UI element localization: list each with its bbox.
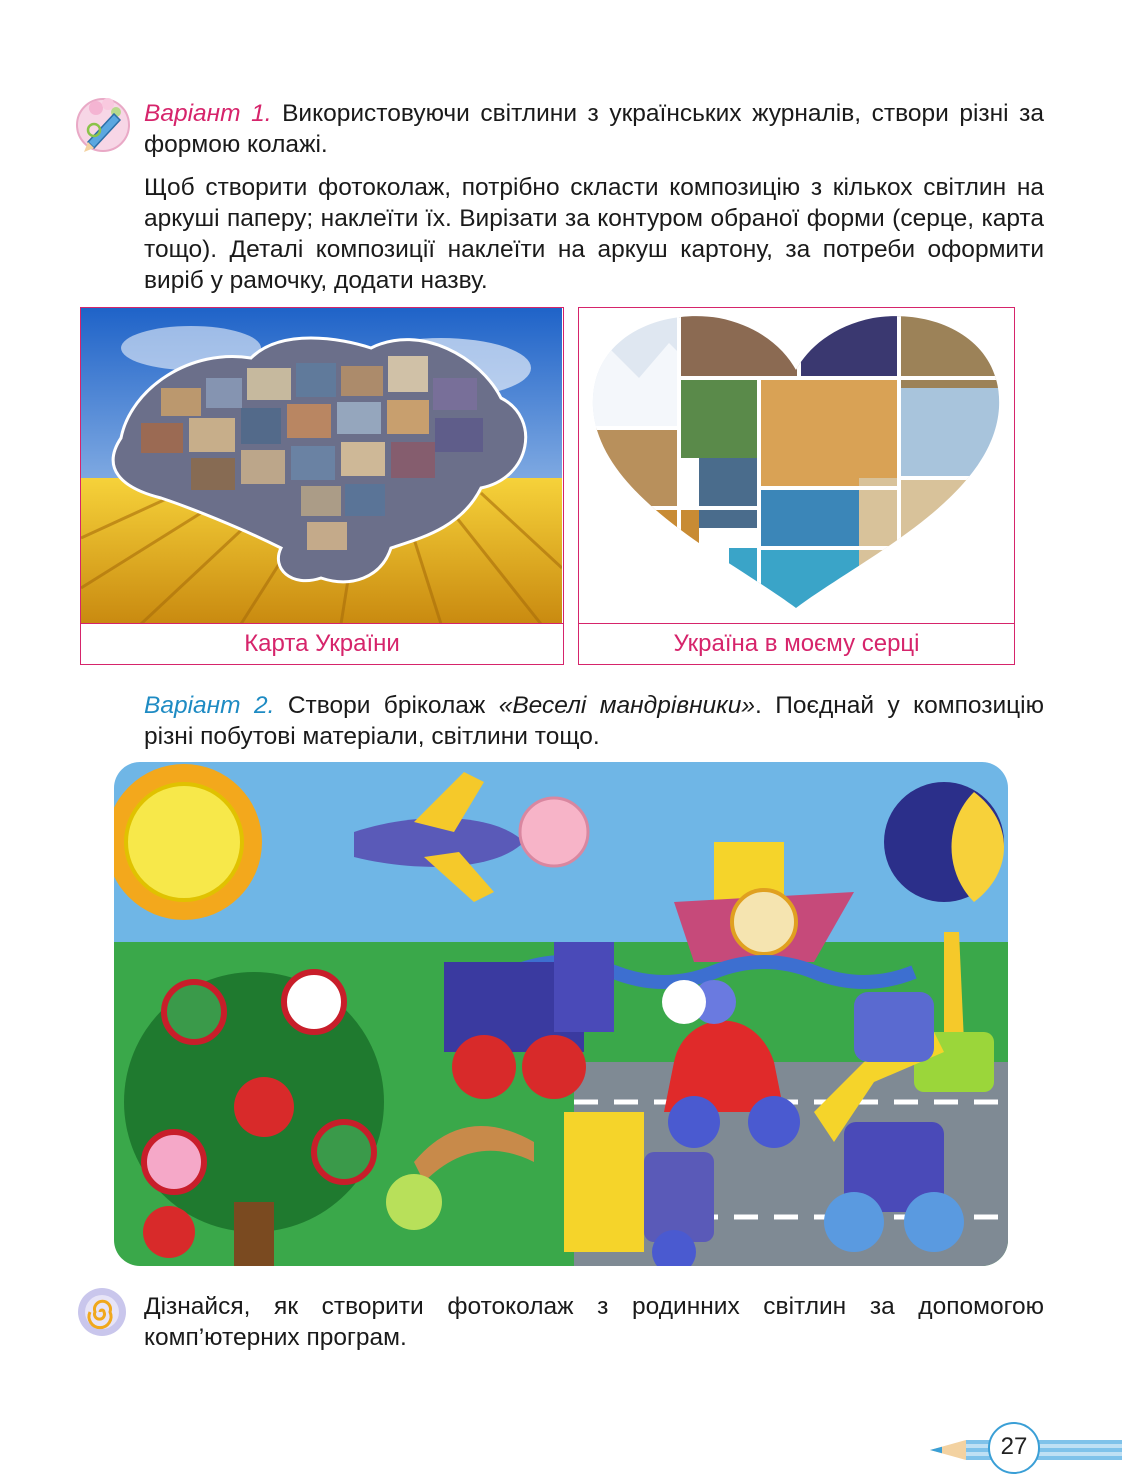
spiral-icon [76, 1286, 128, 1338]
photo-ukraine-map [80, 307, 564, 665]
heart-collage-image [579, 308, 1013, 624]
variant2-text-after: . Поєднай у композицію різні побутові матеріали, світлини тощо. [144, 692, 1044, 750]
bricolage-photo [114, 762, 1008, 1266]
variant2-paragraph [144, 690, 1044, 752]
variant2-text-before: Створи бріколаж [274, 692, 499, 719]
variant1-paragraph [144, 98, 1044, 160]
pencil-flower-icon [72, 92, 134, 154]
variant1-label: Варіант 1. [144, 100, 272, 127]
variant2-title: «Веселі мандрівники» [498, 692, 755, 719]
photo-caption-ukraine-map: Карта України [81, 623, 563, 664]
variant2-label: Варіант 2. [144, 692, 275, 719]
tip-paragraph: Дізнайся, як створити фотоколаж з родинних світлин за допомогою комп’ютерних програм. [144, 1293, 1044, 1351]
page-number: 27 [988, 1422, 1040, 1474]
photo-heart-collage [578, 307, 1015, 665]
variant1-text: Використовуючи світлини з українських журналів, створи різні за формою колажі. [144, 100, 1044, 158]
instructions-paragraph: Щоб створити фотоколаж, потрібно скласти композицію з кількох світлин на аркуші паперу; наклеїти їх. Вирізати за контуром обраної форми (серце, карта тощо). Деталі композиції наклеїти на аркуш картону, за потреби оформити виріб у рамочку, додати назву. [144, 174, 1044, 294]
photo-caption-heart-collage: Україна в моєму серці [579, 623, 1014, 664]
ukraine-map-collage-image [81, 308, 562, 624]
